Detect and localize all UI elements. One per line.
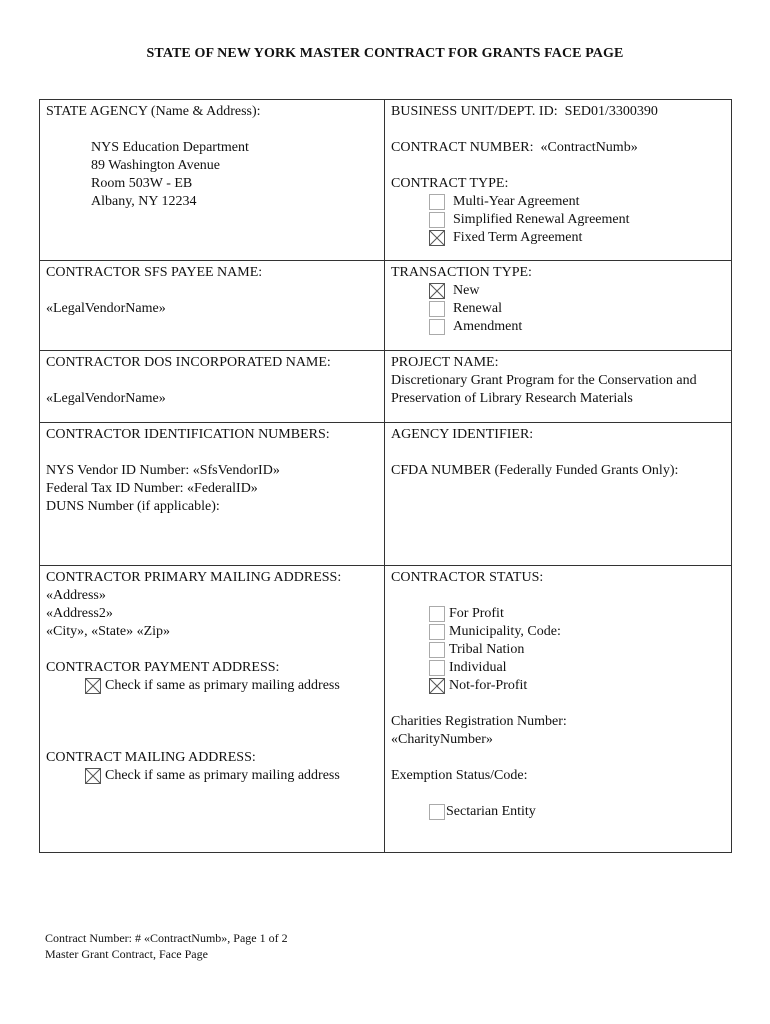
checkbox[interactable] xyxy=(429,212,445,228)
contractor-status-cell xyxy=(385,566,732,853)
option-label: Municipality, Code: xyxy=(449,624,561,639)
duns-number: DUNS Number (if applicable): xyxy=(46,499,220,514)
transaction-type-cell xyxy=(385,261,732,351)
contract-number xyxy=(391,139,725,157)
business-unit-label: BUSINESS UNIT/DEPT. ID: xyxy=(391,104,558,119)
payment-address-label: CONTRACTOR PAYMENT ADDRESS: xyxy=(46,660,280,675)
contract-type-option xyxy=(391,193,725,211)
dos-name-cell xyxy=(40,351,385,423)
option-label: New xyxy=(453,283,480,298)
checkbox-label: Check if same as primary mailing address xyxy=(105,678,340,693)
state-agency-cell xyxy=(40,100,385,261)
project-name-line: Preservation of Library Research Materials xyxy=(391,391,633,406)
contract-type-option xyxy=(391,211,725,229)
contractor-status-label: CONTRACTOR STATUS: xyxy=(391,570,544,585)
checkbox[interactable] xyxy=(85,678,101,694)
option-label: For Profit xyxy=(449,606,504,621)
checkbox-label: Check if same as primary mailing address xyxy=(105,768,340,783)
transaction-type-option xyxy=(391,300,725,318)
option-label: Simplified Renewal Agreement xyxy=(453,212,630,227)
agency-identifier-label: AGENCY IDENTIFIER: xyxy=(391,427,534,442)
city-state-zip: «City», «State» «Zip» xyxy=(46,624,171,639)
sfs-payee-cell xyxy=(40,261,385,351)
page-footer xyxy=(45,930,288,962)
checkbox[interactable] xyxy=(429,194,445,210)
business-unit xyxy=(391,103,725,121)
status-option xyxy=(391,677,725,695)
contract-type-option xyxy=(391,229,725,247)
option-label: Fixed Term Agreement xyxy=(453,230,583,245)
page-title: STATE OF NEW YORK MASTER CONTRACT FOR GRANTS FACE PAGE xyxy=(146,46,624,61)
exemption-label: Exemption Status/Code: xyxy=(391,768,528,783)
agency-address-line: Albany, NY 12234 xyxy=(91,194,197,209)
identification-cell xyxy=(40,423,385,566)
status-option xyxy=(391,641,725,659)
charities-label: Charities Registration Number: xyxy=(391,714,567,729)
checkbox[interactable] xyxy=(429,283,445,299)
dos-name-value: «LegalVendorName» xyxy=(46,391,166,406)
checkbox[interactable] xyxy=(429,624,445,640)
contract-number-value: «ContractNumb» xyxy=(540,140,638,155)
transaction-type-label: TRANSACTION TYPE: xyxy=(391,265,532,280)
project-name-label: PROJECT NAME: xyxy=(391,355,499,370)
contract-mailing-label: CONTRACT MAILING ADDRESS: xyxy=(46,750,256,765)
option-label: Individual xyxy=(449,660,507,675)
status-option xyxy=(391,659,725,677)
payment-same-as-mailing xyxy=(46,677,378,695)
option-label: Multi-Year Agreement xyxy=(453,194,580,209)
contract-number-label: CONTRACT NUMBER: xyxy=(391,140,534,155)
address-line: «Address2» xyxy=(46,606,113,621)
transaction-type-option xyxy=(391,318,725,336)
face-page-form xyxy=(39,99,732,853)
identification-label: CONTRACTOR IDENTIFICATION NUMBERS: xyxy=(46,427,330,442)
federal-tax-id: Federal Tax ID Number: «FederalID» xyxy=(46,481,258,496)
checkbox[interactable] xyxy=(429,230,445,246)
project-name-cell xyxy=(385,351,732,423)
option-label: Not-for-Profit xyxy=(449,678,528,693)
mailing-address-cell xyxy=(40,566,385,853)
option-label: Tribal Nation xyxy=(449,642,525,657)
charities-value: «CharityNumber» xyxy=(391,732,493,747)
option-label: Sectarian Entity xyxy=(446,804,536,819)
checkbox[interactable] xyxy=(429,660,445,676)
agency-address-line: Room 503W - EB xyxy=(91,176,193,191)
cfda-label: CFDA NUMBER (Federally Funded Grants Only): xyxy=(391,463,679,478)
vendor-id: NYS Vendor ID Number: «SfsVendorID» xyxy=(46,463,280,478)
status-option xyxy=(391,605,725,623)
checkbox[interactable] xyxy=(85,768,101,784)
transaction-type-option xyxy=(391,282,725,300)
checkbox[interactable] xyxy=(429,804,445,820)
agency-address-line: NYS Education Department xyxy=(91,140,249,155)
checkbox[interactable] xyxy=(429,642,445,658)
checkbox[interactable] xyxy=(429,606,445,622)
checkbox[interactable] xyxy=(429,301,445,317)
address-line: «Address» xyxy=(46,588,106,603)
business-unit-value: SED01/3300390 xyxy=(564,104,658,119)
option-label: Renewal xyxy=(453,301,502,316)
agency-identifier-cell xyxy=(385,423,732,566)
dos-name-label: CONTRACTOR DOS INCORPORATED NAME: xyxy=(46,355,331,370)
sfs-payee-value: «LegalVendorName» xyxy=(46,301,166,316)
contract-type-label: CONTRACT TYPE: xyxy=(391,176,509,191)
agency-address-line: 89 Washington Avenue xyxy=(91,158,221,173)
option-label: Amendment xyxy=(453,319,523,334)
mailing-address-label: CONTRACTOR PRIMARY MAILING ADDRESS: xyxy=(46,570,342,585)
status-option xyxy=(391,623,725,641)
sfs-payee-label: CONTRACTOR SFS PAYEE NAME: xyxy=(46,265,263,280)
footer-contract-number: Contract Number: # «ContractNumb», Page 1 of 2 xyxy=(45,931,288,945)
state-agency-label: STATE AGENCY (Name & Address): xyxy=(46,104,261,119)
contract-info-cell xyxy=(385,100,732,261)
sectarian-option xyxy=(391,803,725,821)
project-name-line: Discretionary Grant Program for the Conservation and xyxy=(391,373,697,388)
contract-mailing-same xyxy=(46,767,378,785)
footer-form-name: Master Grant Contract, Face Page xyxy=(45,947,208,961)
checkbox[interactable] xyxy=(429,319,445,335)
checkbox[interactable] xyxy=(429,678,445,694)
